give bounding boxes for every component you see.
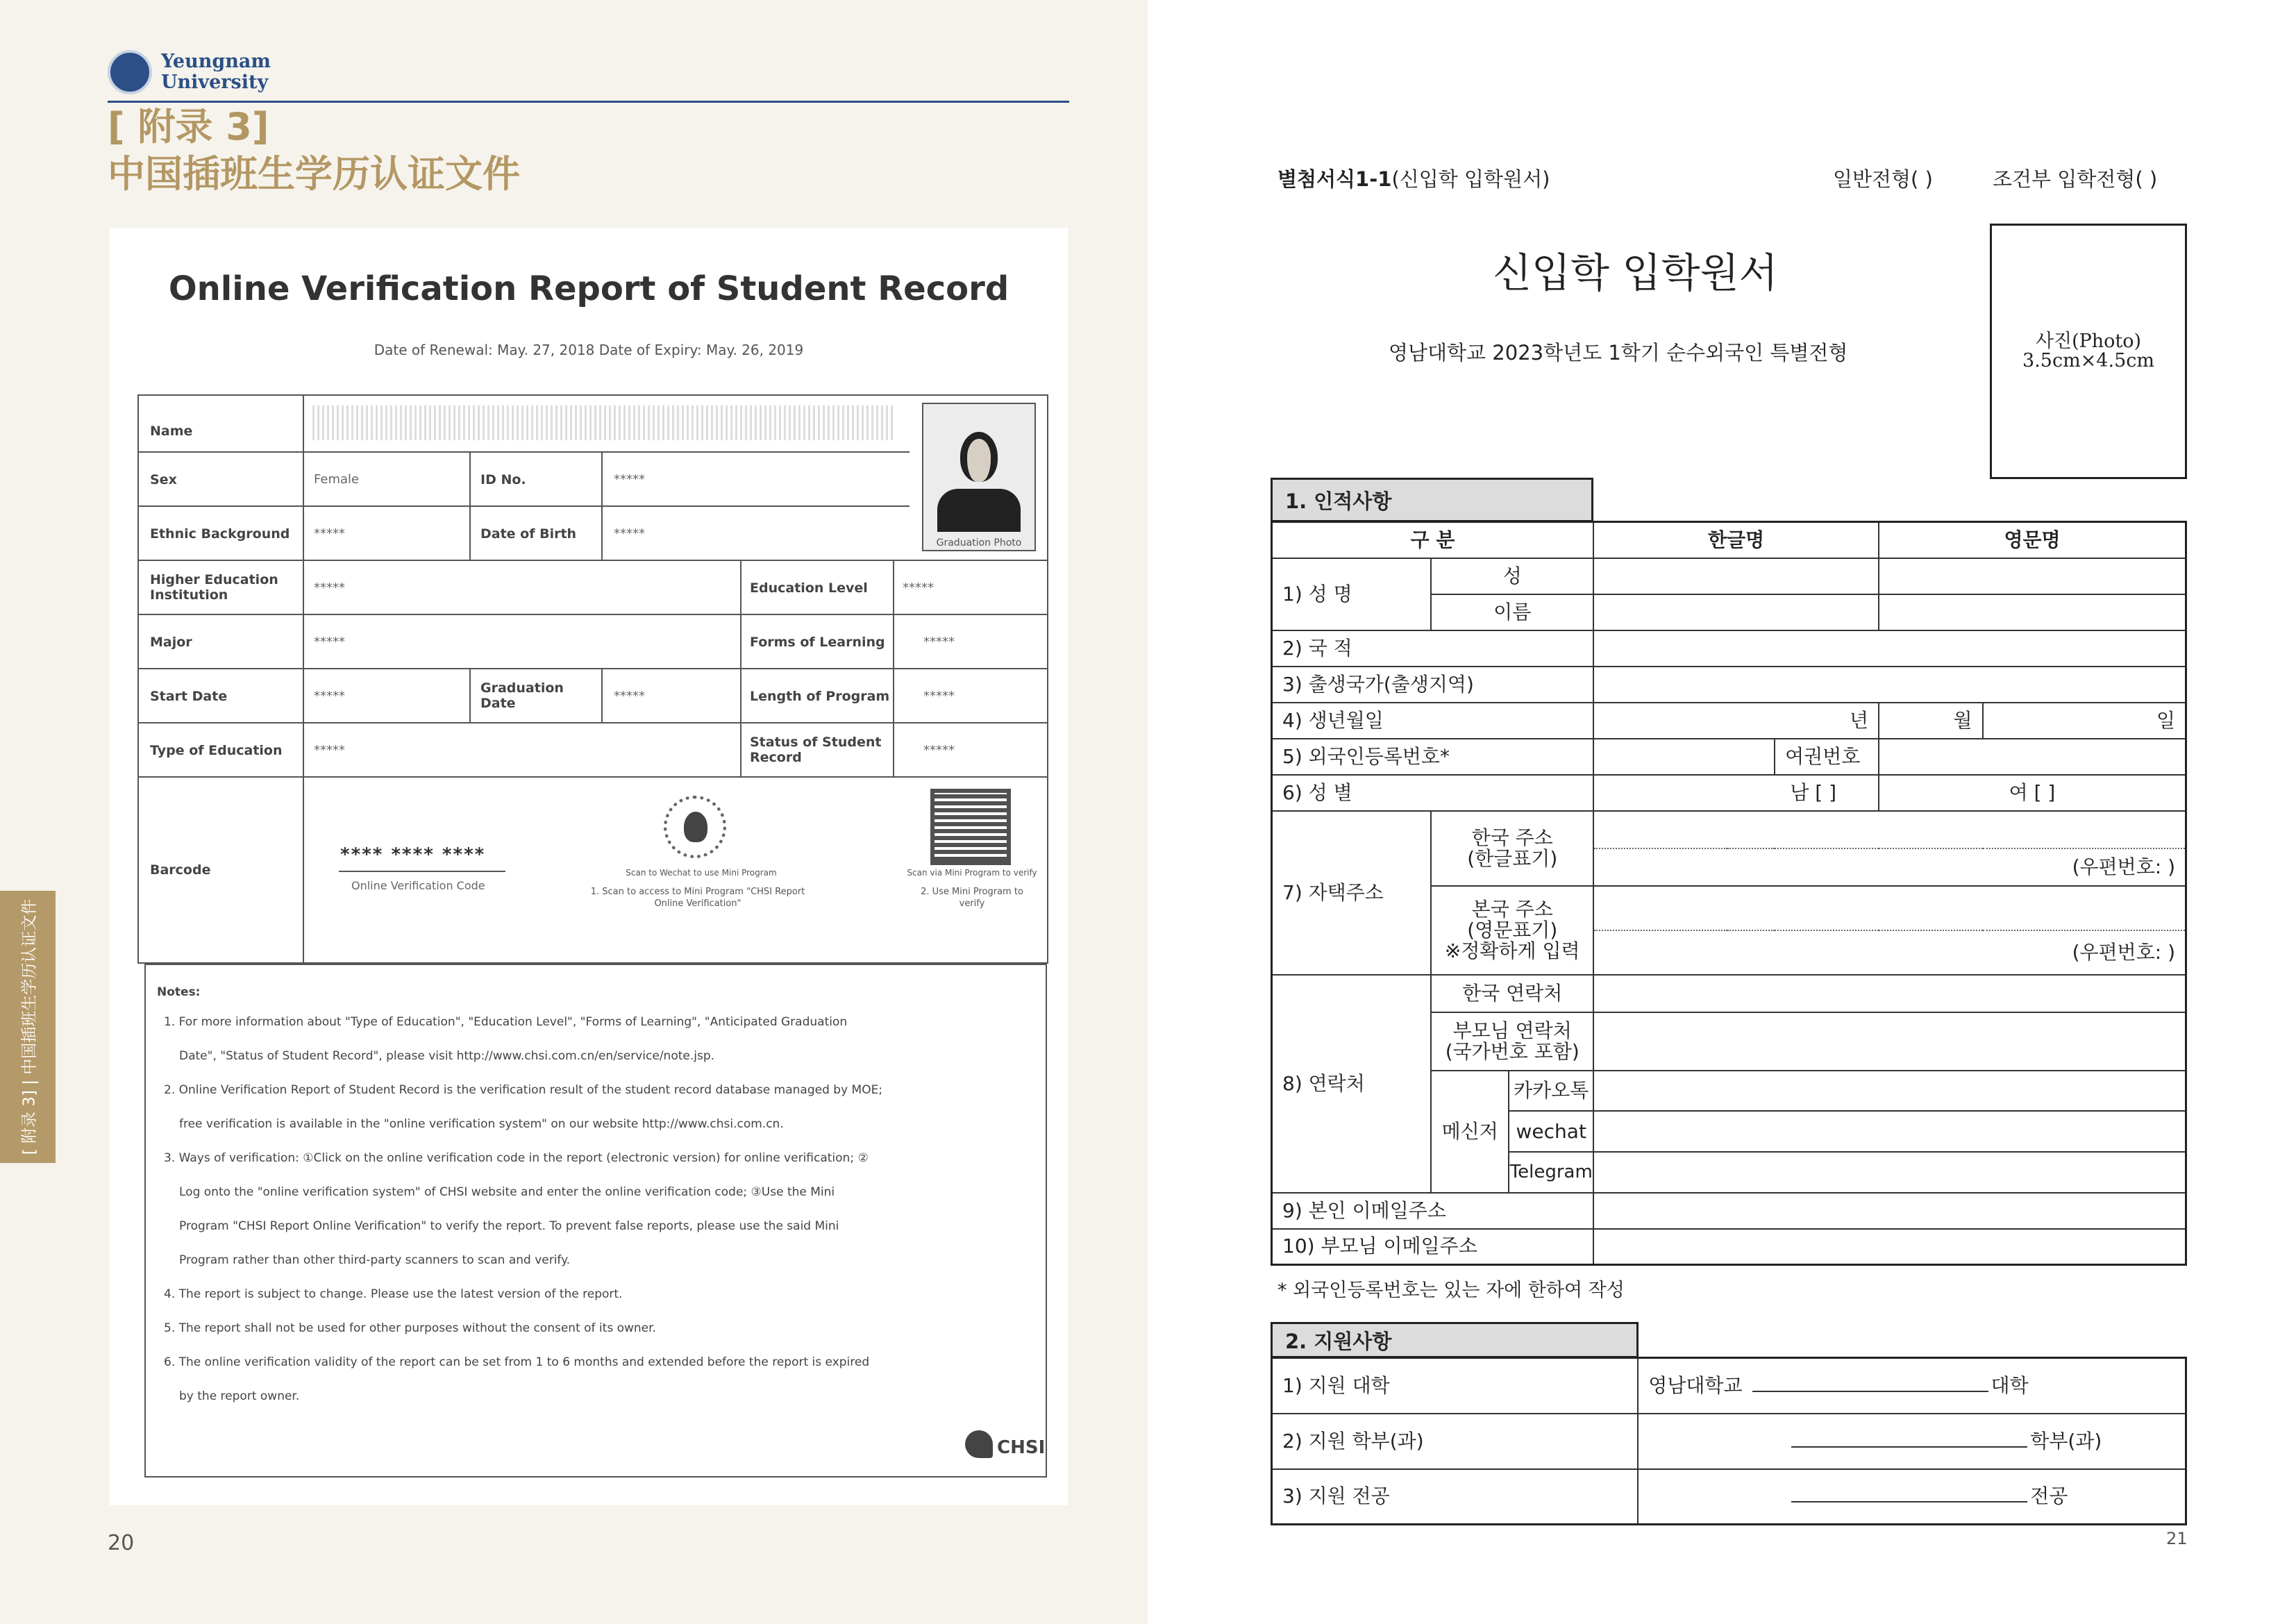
cert-status-label: Status of Student Record bbox=[750, 735, 882, 765]
notes-list bbox=[164, 1005, 882, 1414]
cert-sex-label: Sex bbox=[150, 472, 177, 487]
note-line: 1. For more information about "Type of Education", "Education Level", "Forms of Learning", "Anticipated Graduation bbox=[164, 1015, 848, 1029]
form-title: 신입학 입학원서 bbox=[1493, 249, 1778, 296]
note-line: 4. The report is subject to change. Please use the latest version of the report. bbox=[164, 1287, 623, 1301]
graduation-photo bbox=[922, 403, 1036, 551]
birth-month-field[interactable]: 월 bbox=[1879, 703, 1983, 739]
university-logo-icon bbox=[108, 50, 152, 94]
home-address-label bbox=[1431, 886, 1593, 975]
row-email-label: 9) 본인 이메일주소 bbox=[1272, 1193, 1594, 1229]
cert-edu-level-label: Education Level bbox=[750, 580, 868, 596]
row-contact-label: 8) 연락처 bbox=[1272, 975, 1432, 1193]
cert-barcode-label: Barcode bbox=[150, 862, 211, 878]
kakao-label: 카카오톡 bbox=[1509, 1071, 1593, 1112]
chsi-logo-icon bbox=[965, 1430, 993, 1458]
form-label-bold: 별첨서식1-1 bbox=[1277, 167, 1392, 191]
mini-step-2: 2. Use Mini Program to verify bbox=[921, 887, 1023, 909]
cert-sex-value: Female bbox=[314, 472, 360, 487]
home-address-label-2: (영문표기) bbox=[1467, 918, 1558, 941]
cert-ethnic-value: ***** bbox=[314, 526, 345, 541]
messenger-cell bbox=[1431, 1071, 1593, 1193]
note-line: 3. Ways of verification: ①Click on the online verification code in the report (electronic version) for online verification; ② bbox=[164, 1151, 869, 1165]
cert-barcode-code: **** **** **** bbox=[340, 844, 486, 865]
footnote: * 외국인등록번호는 있는 자에 한하여 작성 bbox=[1277, 1280, 1625, 1301]
birth-year-field[interactable]: 년 bbox=[1593, 703, 1879, 739]
messenger-label: 메신저 bbox=[1432, 1071, 1509, 1192]
apply-college-field[interactable] bbox=[1638, 1358, 2186, 1414]
birth-country-field[interactable] bbox=[1593, 667, 2186, 703]
chsi-logo-text: CHSI bbox=[997, 1437, 1046, 1458]
male-checkbox[interactable]: 남 [ ] bbox=[1593, 775, 1879, 811]
qr-scan-label: Scan via Mini Program to verify bbox=[907, 868, 1037, 878]
note-line: free verification is available in the "online verification system" on our website http://www.chsi.com.cn. bbox=[179, 1117, 784, 1131]
given-name-korean-field[interactable] bbox=[1593, 594, 1879, 630]
page-number-left: 20 bbox=[108, 1531, 135, 1555]
cert-info-grid bbox=[137, 394, 1048, 964]
logo-line-1: Yeungnam bbox=[161, 51, 271, 72]
home-address-label-3: ※정확하게 입력 bbox=[1444, 939, 1580, 962]
korean-address-field[interactable] bbox=[1593, 811, 2186, 848]
birth-day-field[interactable]: 일 bbox=[1983, 703, 2186, 739]
cert-length-label: Length of Program bbox=[750, 689, 890, 704]
side-tab-label: [ 附录 3] | 中国插班生学历认证文件 bbox=[20, 898, 39, 1155]
note-line: by the report owner. bbox=[179, 1389, 300, 1403]
apply-department-field[interactable] bbox=[1638, 1414, 2186, 1469]
note-line: Program rather than other third-party scanners to scan and verify. bbox=[179, 1253, 571, 1267]
passport-field[interactable] bbox=[1879, 739, 2186, 775]
passport-label: 여권번호 bbox=[1775, 739, 1879, 775]
korean-address-label-2: (한글표기) bbox=[1467, 846, 1558, 870]
note-line: Program "CHSI Report Online Verification" to verify the report. To prevent false reports, please use the said Mini bbox=[179, 1219, 839, 1233]
female-checkbox[interactable]: 여 [ ] bbox=[1879, 775, 2186, 811]
personal-info-table bbox=[1271, 521, 2187, 1266]
photo-box[interactable] bbox=[1990, 224, 2187, 479]
row-alien-reg-label: 5) 외국인등록번호* bbox=[1272, 739, 1594, 775]
photo-body-icon bbox=[937, 489, 1021, 532]
cert-notes bbox=[144, 964, 1047, 1477]
cert-id-value: ***** bbox=[614, 472, 645, 487]
mini-program-code-icon bbox=[664, 796, 726, 858]
kakao-field[interactable] bbox=[1593, 1071, 2186, 1112]
photo-label: Graduation Photo bbox=[936, 537, 1022, 549]
notes-title: Notes: bbox=[157, 985, 201, 999]
cert-length-value: ***** bbox=[923, 689, 955, 703]
cert-forms-value: ***** bbox=[923, 635, 955, 649]
cert-dob-label: Date of Birth bbox=[480, 526, 577, 542]
appendix-subtitle: 中国插班生学历认证文件 bbox=[108, 152, 520, 196]
telegram-field[interactable] bbox=[1593, 1152, 2186, 1193]
qr-code-icon bbox=[930, 789, 1011, 865]
header-korean-name: 한글명 bbox=[1593, 522, 1879, 558]
cert-major-value: ***** bbox=[314, 635, 345, 649]
apply-college-prefix: 영남대학교 bbox=[1648, 1373, 1743, 1397]
cert-status-value: ***** bbox=[923, 743, 955, 757]
parent-contact-label-1: 부모님 연락처 bbox=[1452, 1019, 1572, 1042]
surname-korean-field[interactable] bbox=[1593, 558, 1879, 594]
apply-major-label: 3) 지원 전공 bbox=[1272, 1469, 1639, 1525]
alien-reg-field[interactable] bbox=[1593, 739, 1775, 775]
apply-college-label: 1) 지원 대학 bbox=[1272, 1358, 1639, 1414]
form-label-rest: (신입학 입학원서) bbox=[1391, 167, 1550, 191]
surname-english-field[interactable] bbox=[1879, 558, 2186, 594]
apply-college-blank[interactable] bbox=[1752, 1375, 1988, 1392]
cert-grad-value: ***** bbox=[614, 689, 645, 703]
parent-contact-label bbox=[1431, 1012, 1593, 1071]
note-line: Log onto the "online verification system" of CHSI website and enter the online verification code; ③Use the Mini bbox=[179, 1185, 835, 1199]
cert-name-label: Name bbox=[150, 424, 193, 439]
form-subtitle: 영남대학교 2023학년도 1학기 순수외국인 특별전형 bbox=[1389, 341, 1848, 365]
row-birthdate-label: 4) 생년월일 bbox=[1272, 703, 1594, 739]
nationality-field[interactable] bbox=[1593, 630, 2186, 667]
note-line: 5. The report shall not be used for other purposes without the consent of its owner. bbox=[164, 1321, 656, 1335]
apply-major-field[interactable] bbox=[1638, 1469, 2186, 1525]
cert-major-label: Major bbox=[150, 635, 192, 650]
apply-department-suffix: 학부(과) bbox=[2030, 1429, 2102, 1453]
photo-box-line-1: 사진(Photo) bbox=[2035, 330, 2142, 352]
korea-contact-field[interactable] bbox=[1593, 975, 2186, 1012]
header-gubun: 구 분 bbox=[1272, 522, 1594, 558]
right-page bbox=[1148, 0, 2296, 1624]
parent-email-field[interactable] bbox=[1593, 1229, 2186, 1265]
photo-face-icon bbox=[960, 432, 998, 482]
note-line: 6. The online verification validity of the report can be set from 1 to 6 months and extended before the report is expired bbox=[164, 1355, 870, 1369]
apply-major-suffix: 전공 bbox=[2030, 1484, 2068, 1508]
cert-title: Online Verification Report of Student Record bbox=[168, 269, 1009, 308]
korean-address-label-1: 한국 주소 bbox=[1471, 826, 1553, 849]
note-line: Date", "Status of Student Record", please visit http://www.chsi.com.cn/en/service/note.jsp. bbox=[179, 1049, 715, 1063]
cert-start-label: Start Date bbox=[150, 689, 228, 704]
university-logo-text bbox=[161, 51, 271, 93]
cert-institution-value: ***** bbox=[314, 580, 345, 595]
cert-grad-label: Graduation Date bbox=[480, 680, 564, 711]
korea-contact-label: 한국 연락처 bbox=[1431, 975, 1593, 1012]
header-rule bbox=[108, 101, 1069, 103]
conditional-admission-type: 조건부 입학전형( ) bbox=[1993, 167, 2158, 191]
section-1-header: 1. 인적사항 bbox=[1271, 478, 1593, 522]
section-2-header: 2. 지원사항 bbox=[1271, 1322, 1639, 1358]
given-name-english-field[interactable] bbox=[1879, 594, 2186, 630]
form-label bbox=[1277, 164, 1550, 192]
home-address-label-1: 본국 주소 bbox=[1471, 897, 1553, 921]
row-birth-country-label: 3) 출생국가(출생지역) bbox=[1272, 667, 1594, 703]
parent-contact-label-2: (국가번호 포함) bbox=[1445, 1039, 1579, 1063]
parent-contact-field[interactable] bbox=[1593, 1012, 2186, 1071]
page-number-right: 21 bbox=[2166, 1529, 2188, 1548]
telegram-label: Telegram bbox=[1509, 1162, 1593, 1183]
header-english-name: 영문명 bbox=[1879, 522, 2186, 558]
cert-id-label: ID No. bbox=[480, 472, 526, 487]
row-name-label: 1) 성 명 bbox=[1272, 558, 1432, 630]
cert-dates: Date of Renewal: May. 27, 2018 Date of Expiry: May. 26, 2019 bbox=[374, 342, 804, 358]
application-table bbox=[1271, 1357, 2187, 1525]
row-nationality-label: 2) 국 적 bbox=[1272, 630, 1594, 667]
korean-address-label bbox=[1431, 811, 1593, 886]
verification-report bbox=[110, 228, 1068, 1505]
given-name-label: 이름 bbox=[1431, 594, 1593, 630]
email-field[interactable] bbox=[1593, 1193, 2186, 1229]
mini-scan-label: Scan to Wechat to use Mini Program bbox=[626, 868, 777, 878]
logo-line-2: University bbox=[161, 72, 269, 93]
note-line: 2. Online Verification Report of Student Record is the verification result of the student record database managed by MOE; bbox=[164, 1083, 883, 1097]
cert-type-value: ***** bbox=[314, 743, 345, 757]
cert-type-label: Type of Education bbox=[150, 743, 283, 758]
cert-institution-label: Higher Education Institution bbox=[150, 572, 278, 603]
apply-college-suffix: 대학 bbox=[1991, 1373, 2029, 1397]
general-admission-type: 일반전형( ) bbox=[1833, 167, 1933, 191]
cert-dob-value: ***** bbox=[614, 526, 645, 541]
home-postal-field[interactable]: (우편번호: ) bbox=[1593, 930, 2186, 975]
cert-start-value: ***** bbox=[314, 689, 345, 703]
row-parent-email-label: 10) 부모님 이메일주소 bbox=[1272, 1229, 1594, 1265]
row-gender-label: 6) 성 별 bbox=[1272, 775, 1594, 811]
cert-verification-code-label: Online Verification Code bbox=[351, 879, 485, 892]
wechat-field[interactable] bbox=[1593, 1111, 2186, 1152]
cert-forms-label: Forms of Learning bbox=[750, 635, 885, 650]
wechat-label: wechat bbox=[1509, 1112, 1593, 1153]
surname-label: 성 bbox=[1431, 558, 1593, 594]
mini-step-1: 1. Scan to access to Mini Program "CHSI Report Online Verification" bbox=[590, 887, 805, 909]
cert-name-redacted bbox=[312, 405, 896, 440]
apply-department-label: 2) 지원 학부(과) bbox=[1272, 1414, 1639, 1469]
apply-department-blank[interactable] bbox=[1791, 1431, 2027, 1448]
cert-edu-level-value: ***** bbox=[903, 580, 934, 595]
korean-postal-field[interactable]: (우편번호: ) bbox=[1593, 848, 2186, 886]
home-address-field[interactable] bbox=[1593, 886, 2186, 930]
row-address-label: 7) 자택주소 bbox=[1272, 811, 1432, 975]
appendix-title: [ 附录 3] bbox=[108, 105, 269, 149]
apply-major-blank[interactable] bbox=[1791, 1486, 2027, 1502]
cert-ethnic-label: Ethnic Background bbox=[150, 526, 290, 542]
photo-box-line-2: 3.5cm×4.5cm bbox=[2022, 350, 2154, 371]
